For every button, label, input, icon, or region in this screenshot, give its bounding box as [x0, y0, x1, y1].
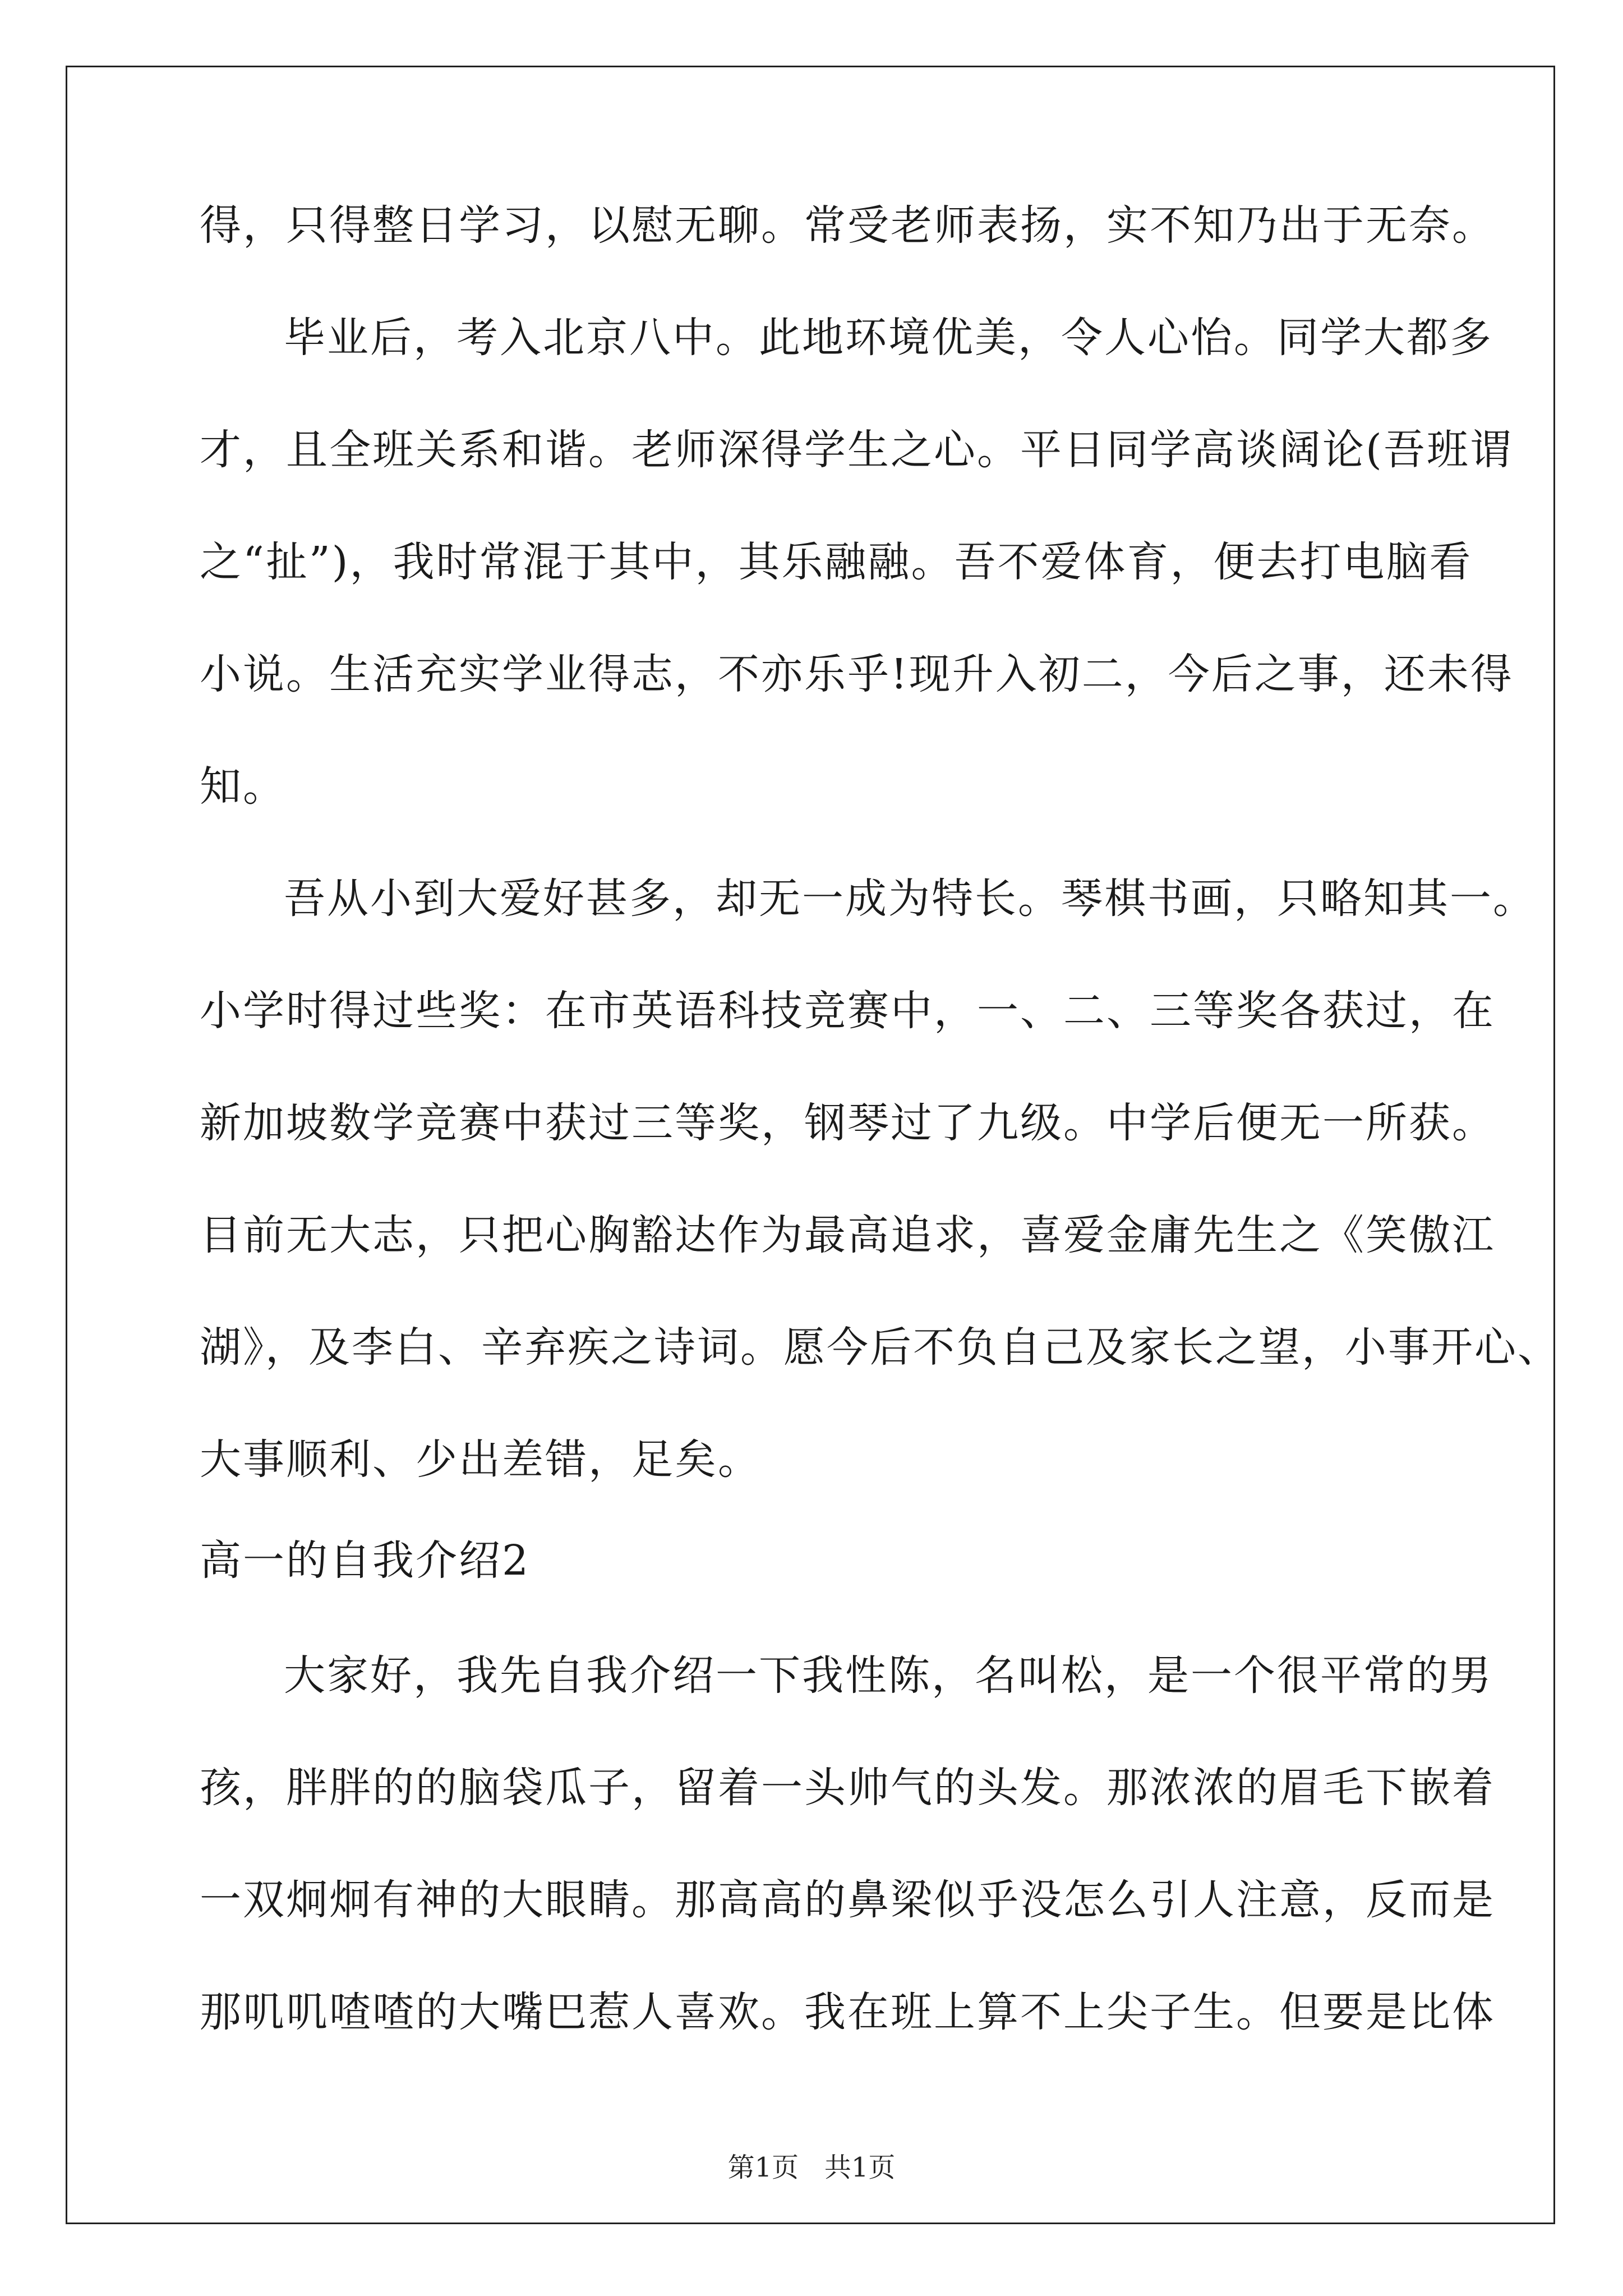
- text-line: 新加坡数学竞赛中获过三等奖，钢琴过了九级。中学后便无一所获。: [200, 1099, 1495, 1147]
- text-line: 那叽叽喳喳的大嘴巴惹人喜欢。我在班上算不上尖子生。但要是比体: [200, 1988, 1495, 2036]
- text-line: 湖》，及李白、辛弃疾之诗词。愿今后不负自己及家长之望，小事开心、: [200, 1323, 1561, 1372]
- text-line: 小学时得过些奖：在市英语科技竞赛中，一、二、三等奖各获过，在: [200, 987, 1495, 1035]
- text-line: 小说。生活充实学业得志，不亦乐乎!现升入初二，今后之事，还未得: [200, 650, 1514, 698]
- text-line: 知。: [200, 762, 286, 811]
- section-heading: 高一的自我介绍2: [200, 1536, 531, 1585]
- text-line: 大事顺利、少出差错，足矣。: [200, 1435, 761, 1484]
- paragraph-start: 毕业后，考入北京八中。此地环境优美，令人心怡。同学大都多: [284, 314, 1493, 362]
- text-line: 孩，胖胖的的脑袋瓜子，留着一头帅气的头发。那浓浓的眉毛下嵌着: [200, 1764, 1495, 1812]
- text-line: 之“扯”)，我时常混于其中，其乐融融。吾不爱体育，便去打电脑看: [200, 538, 1473, 586]
- page-footer: 第1页 共1页: [727, 2152, 896, 2183]
- paragraph-start: 大家好，我先自我介绍一下我性陈，名叫松，是一个很平常的男: [284, 1651, 1493, 1700]
- text-line: 得，只得整日学习，以慰无聊。常受老师表扬，实不知乃出于无奈。: [200, 201, 1495, 250]
- text-line: 一双炯炯有神的大眼睛。那高高的鼻梁似乎没怎么引人注意，反而是: [200, 1876, 1495, 1924]
- paragraph-start: 吾从小到大爱好甚多，却无一成为特长。琴棋书画，只略知其一。: [284, 875, 1536, 923]
- text-line: 目前无大志，只把心胸豁达作为最高追求，喜爱金庸先生之《笑傲江: [200, 1211, 1495, 1259]
- text-line: 才，且全班关系和谐。老师深得学生之心。平日同学高谈阔论(吾班谓: [200, 426, 1513, 474]
